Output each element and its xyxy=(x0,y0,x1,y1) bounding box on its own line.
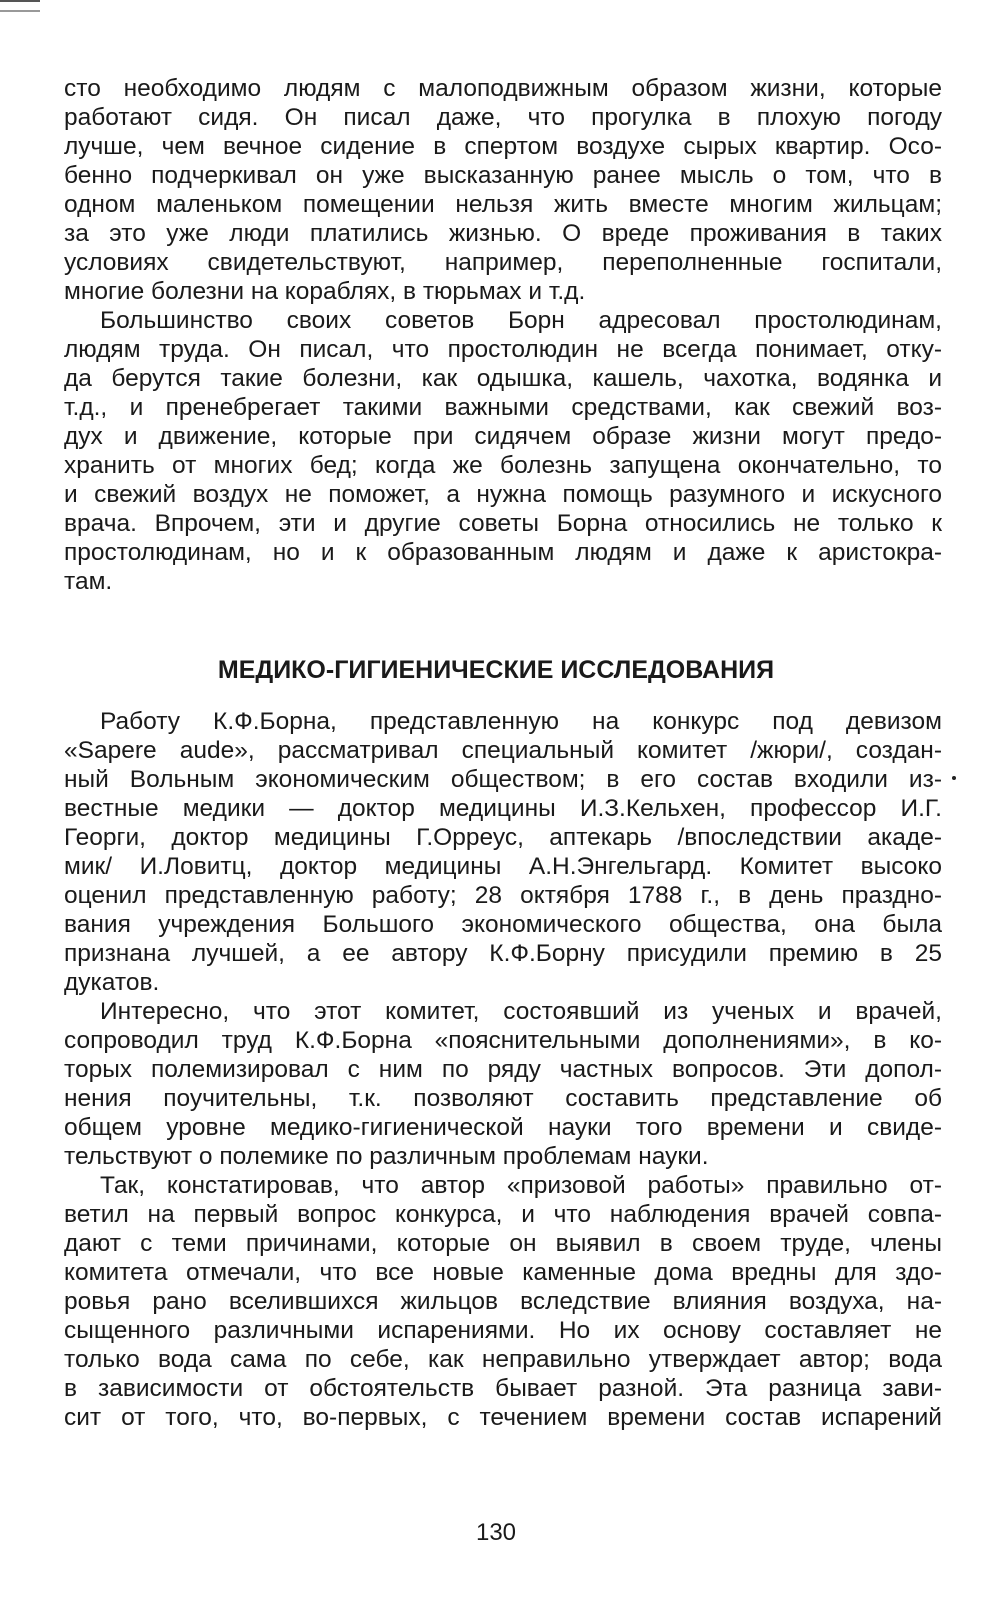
text-line: только вода сама по себе, как неправильно утверждает автор; вода xyxy=(64,1346,942,1373)
text-line: бенно подчеркивал он уже высказанную ранее мысль о том, что в xyxy=(64,162,942,189)
page-number: 130 xyxy=(475,1519,517,1546)
text-line: хранить от многих бед; когда же болезнь запущена окончательно, то xyxy=(64,452,942,479)
text-line: да берутся такие болезни, как одышка, кашель, чахотка, водянка и xyxy=(64,365,942,392)
text-line: и свежий воздух не поможет, а нужна помощь разумного и искусного xyxy=(64,481,942,508)
text-line: за это уже люди платились жизнью. О вреде проживания в таких xyxy=(64,220,942,247)
text-line: ный Вольным экономическим обществом; в его состав входили из- xyxy=(64,766,942,793)
text-line: многие болезни на кораблях, в тюрьмах и т.д. xyxy=(64,278,586,305)
text-line: врача. Впрочем, эти и другие советы Борна относились не только к xyxy=(64,510,942,537)
text-line: простолюдинам, но и к образованным людям и даже к аристокра- xyxy=(64,539,942,566)
text-line: признана лучшей, а ее автору К.Ф.Борну присудили премию в 25 xyxy=(64,940,942,967)
paragraph-start-line: Так, констатировав, что автор «призовой работы» правильно от- xyxy=(100,1172,942,1199)
text-line: нения поучительны, т.к. позволяют составить представление об xyxy=(64,1085,942,1112)
paragraph-start-line: Интересно, что этот комитет, состоявший из ученых и врачей, xyxy=(100,998,942,1025)
text-line: одном маленьком помещении нельзя жить вместе многим жильцам; xyxy=(64,191,942,218)
paragraph-start-line: Работу К.Ф.Борна, представленную на конкурс под девизом xyxy=(100,708,942,735)
text-line: ветил на первый вопрос конкурса, и что наблюдения врачей совпа- xyxy=(64,1201,942,1228)
paragraph-start-line: Большинство своих советов Борн адресовал простолюдинам, xyxy=(100,307,942,334)
text-line: торых полемизировал с ним по ряду частных вопросов. Эти допол- xyxy=(64,1056,942,1083)
text-line: сыщенного различными испарениями. Но их основу составляет не xyxy=(64,1317,942,1344)
text-line: «Sapere aude», рассматривал специальный комитет /жюри/, создан- xyxy=(64,737,942,764)
text-line: комитета отмечали, что все новые каменные дома вредны для здо- xyxy=(64,1259,942,1286)
section-heading: МЕДИКО-ГИГИЕНИЧЕСКИЕ ИССЛЕДОВАНИЯ xyxy=(217,656,775,684)
text-line: общем уровне медико-гигиенической науки того времени и свиде- xyxy=(64,1114,942,1141)
text-line: людям труда. Он писал, что простолюдин не всегда понимает, отку- xyxy=(64,336,942,363)
text-line: лучше, чем вечное сидение в спертом воздухе сырых квартир. Осо- xyxy=(64,133,942,160)
text-line: дукатов. xyxy=(64,969,160,996)
text-line: ровья рано вселившихся жильцов вследствие влияния воздуха, на- xyxy=(64,1288,942,1315)
text-line: сит от того, что, во-первых, с течением времени состав испарений xyxy=(64,1404,942,1431)
text-line: сопроводил труд К.Ф.Борна «пояснительными дополнениями», в ко- xyxy=(64,1027,942,1054)
text-line: Георги, доктор медицины Г.Орреус, аптекарь /впоследствии акаде- xyxy=(64,824,942,851)
text-line: дают с теми причинами, которые он выявил в своем труде, члены xyxy=(64,1230,942,1257)
text-line: условиях свидетельствуют, например, переполненные госпитали, xyxy=(64,249,942,276)
text-line: сто необходимо людям с малоподвижным образом жизни, которые xyxy=(64,75,942,102)
margin-dot xyxy=(952,776,956,780)
text-line: мик/ И.Ловитц, доктор медицины А.Н.Энгельгард. Комитет высоко xyxy=(64,853,942,880)
text-line: вания учреждения Большого экономического общества, она была xyxy=(64,911,942,938)
text-line: работают сидя. Он писал даже, что прогулка в плохую погоду xyxy=(64,104,942,131)
text-line: т.д., и пренебрегает такими важными средствами, как свежий воз- xyxy=(64,394,942,421)
text-line: вестные медики — доктор медицины И.З.Кельхен, профессор И.Г. xyxy=(64,795,942,822)
text-line: дух и движение, которые при сидячем образе жизни могут предо- xyxy=(64,423,942,450)
text-line: там. xyxy=(64,568,113,595)
scan-corner-mark xyxy=(0,0,40,12)
text-line: тельствуют о полемике по различным проблемам науки. xyxy=(64,1143,709,1170)
text-line: в зависимости от обстоятельств бывает разной. Эта разница зави- xyxy=(64,1375,942,1402)
text-line: оценил представленную работу; 28 октября 1788 г., в день праздно- xyxy=(64,882,942,909)
